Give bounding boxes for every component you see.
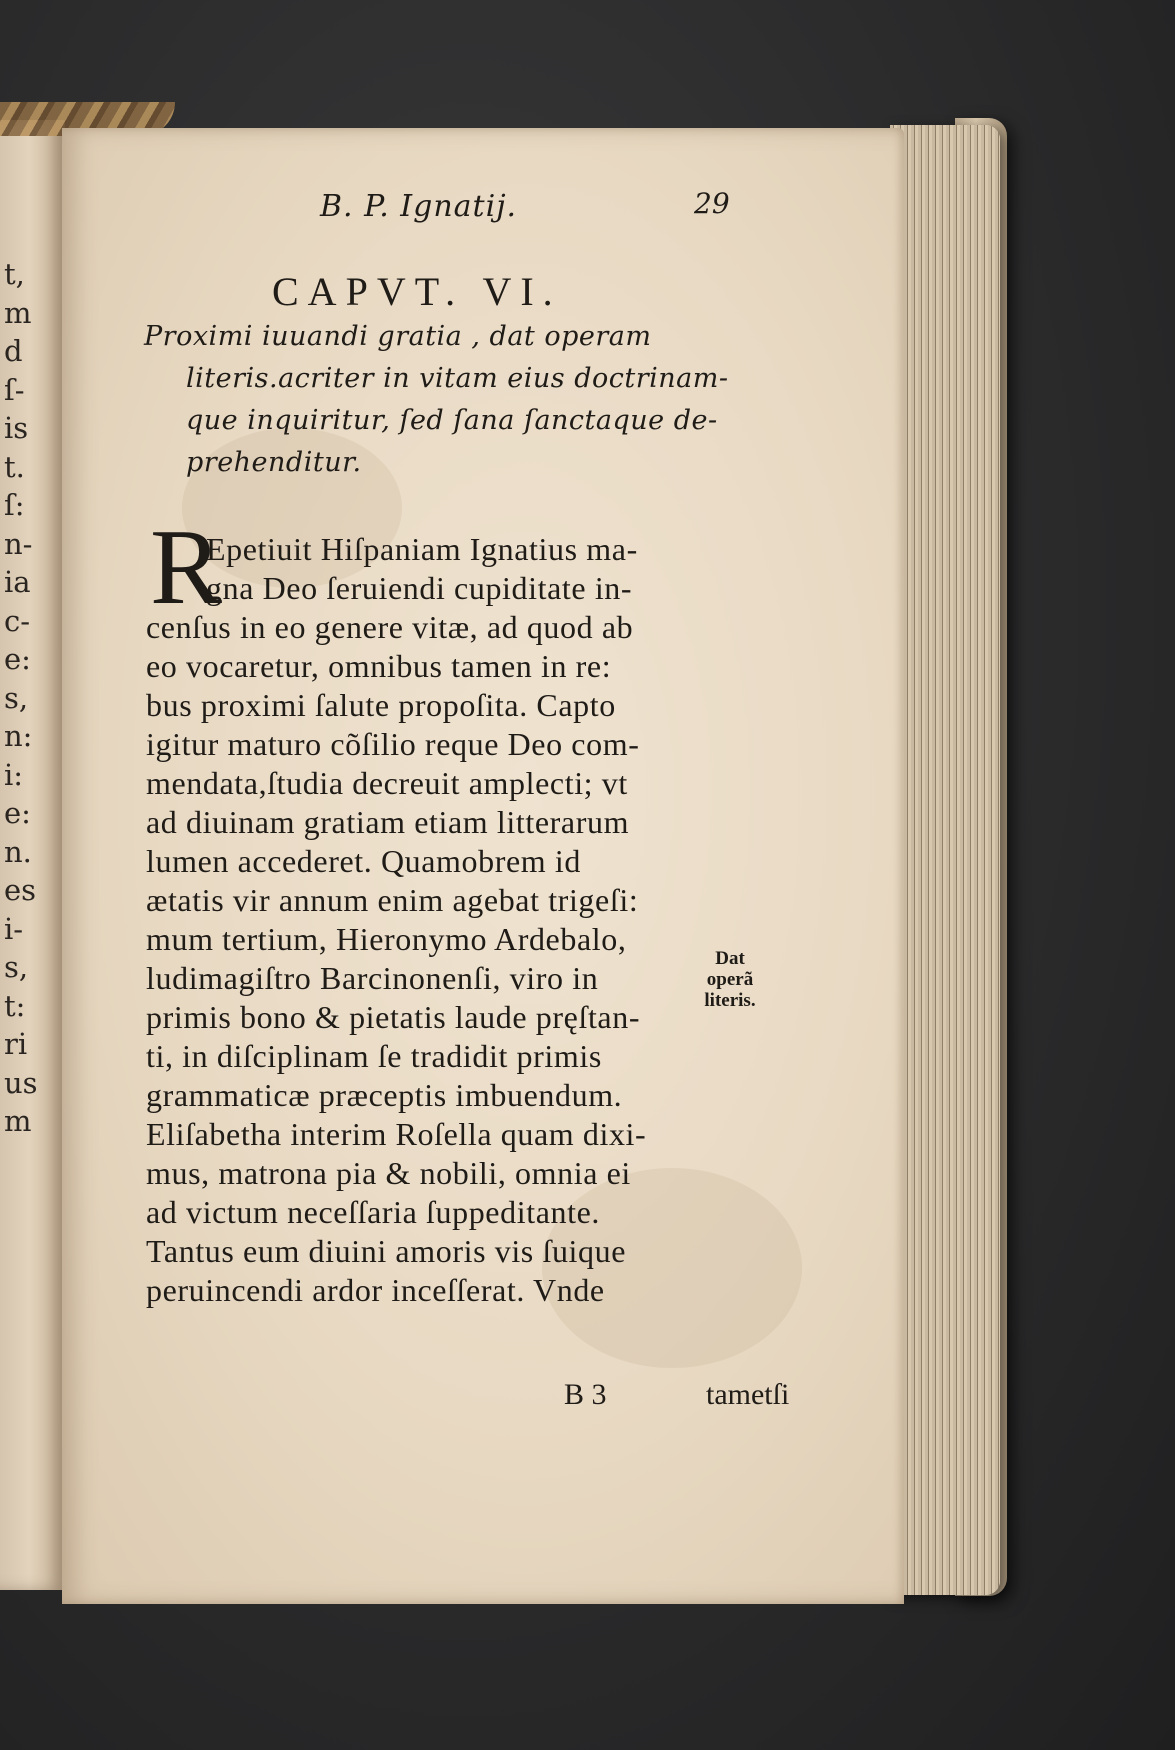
body-line: eo vocaretur, omnibus tamen in re: — [146, 648, 612, 684]
running-head: B. P. Ignatij. — [320, 189, 518, 224]
left-fragment: s, — [4, 680, 29, 715]
chapter-title: CAPVT. VI. — [272, 269, 562, 314]
body-line: cenſus in eo genere vitæ, ad quod ab — [146, 609, 634, 645]
body-line: primis bono & pietatis laude pręſtan- — [146, 999, 641, 1035]
left-fragment: t. — [4, 449, 25, 484]
marginal-note — [690, 948, 770, 1011]
left-page-text-fragments — [4, 255, 64, 1141]
left-fragment: m — [4, 1104, 32, 1138]
summary-line: Proximi iuuandi gratia , dat operam — [144, 321, 652, 352]
body-line: ætatis vir annum enim agebat trigeſi: — [146, 882, 639, 918]
page-content — [62, 128, 904, 1604]
body-line: gna Deo ſeruiendi cupiditate in- — [206, 570, 633, 606]
summary-line: prehenditur. — [186, 447, 362, 478]
page-edges — [890, 125, 1000, 1595]
drop-cap: R — [150, 508, 223, 627]
left-fragment: n- — [4, 526, 33, 561]
body-line: ti, in diſciplinam ſe tradidit primis — [146, 1038, 602, 1074]
marginal-note-line: literis. — [704, 990, 756, 1011]
page-number: 29 — [694, 187, 730, 220]
book-page — [62, 128, 904, 1604]
left-fragment: m — [4, 295, 32, 330]
left-fragment: e: — [4, 642, 31, 676]
body-line: ad diuinam gratiam etiam litterarum — [146, 804, 630, 840]
left-fragment: s, — [4, 950, 29, 984]
left-fragment: ſ: — [4, 488, 25, 522]
left-fragment: n: — [4, 719, 33, 753]
marginal-note-line: operã — [706, 969, 754, 990]
left-fragment: t, — [4, 257, 25, 291]
body-line: ad victum neceſſaria ſuppeditante. — [146, 1194, 600, 1230]
left-fragment: t: — [4, 988, 26, 1023]
chapter-summary — [144, 316, 744, 484]
left-fragment: ri — [4, 1027, 28, 1061]
body-line: igitur maturo cõſilio reque Deo com- — [146, 726, 640, 762]
catchword: tametſi — [706, 1378, 790, 1411]
left-fragment: es — [4, 873, 37, 907]
summary-line: que inquiritur, ſed ſana ſanctaque de- — [186, 405, 718, 436]
body-line: mendata,ſtudia decreuit amplecti; vt — [146, 765, 628, 801]
left-fragment: c- — [4, 603, 31, 638]
body-line: mum tertium, Hieronymo Ardebalo, — [146, 921, 627, 957]
left-fragment: ſ- — [4, 372, 25, 407]
body-line: lumen accederet. Quamobrem id — [146, 843, 581, 879]
left-fragment: n. — [4, 834, 32, 869]
left-fragment: i- — [4, 911, 24, 946]
body-line: peruincendi ardor inceſſerat. Vnde — [146, 1272, 605, 1308]
marginal-note-line: Dat — [715, 948, 745, 969]
body-line: Eliſabetha interim Roſella quam dixi- — [146, 1116, 647, 1152]
left-fragment: ia — [4, 565, 31, 599]
left-fragment: i: — [4, 757, 24, 792]
left-fragment: d — [4, 334, 23, 368]
left-page-edge — [0, 120, 65, 1590]
body-line: Tantus eum diuini amoris vis ſuique — [146, 1233, 627, 1269]
body-line: Epetiuit Hiſpaniam Ignatius ma- — [206, 531, 638, 567]
body-text — [146, 530, 746, 1310]
signature-mark: B 3 — [564, 1378, 607, 1411]
summary-line: literis.acriter in vitam eius doctrinam- — [186, 363, 729, 394]
body-line: mus, matrona pia & nobili, omnia ei — [146, 1155, 631, 1191]
body-line: grammaticæ præceptis imbuendum. — [146, 1077, 623, 1113]
body-line: bus proximi ſalute propoſita. Capto — [146, 687, 616, 723]
body-line: ludimagiſtro Barcinonenſi, viro in — [146, 960, 599, 996]
left-fragment: us — [4, 1065, 38, 1100]
left-fragment: e: — [4, 796, 31, 830]
left-fragment: is — [4, 411, 29, 445]
